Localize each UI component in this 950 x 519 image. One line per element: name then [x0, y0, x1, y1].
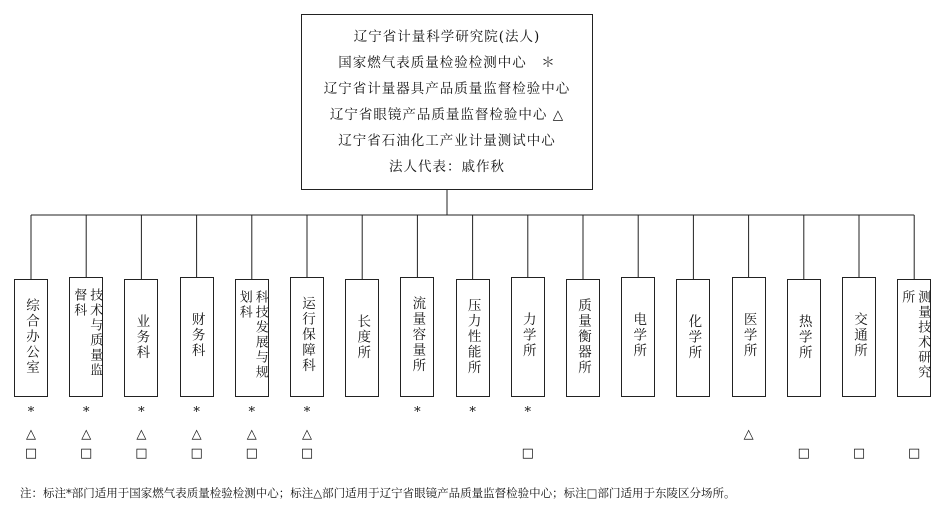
department-label: 运行保障科 — [299, 296, 315, 374]
department-label: 测量技术研究所 — [899, 290, 931, 380]
department-box — [235, 279, 269, 397]
department-label: 化学所 — [685, 314, 702, 361]
department-label: 压力性能所 — [464, 298, 481, 376]
triangle-marker: △ — [136, 427, 147, 442]
department-label: 业务科 — [133, 314, 150, 361]
square-marker: □ — [24, 446, 38, 461]
footnote: 注：标注*部门适用于国家燃气表质量检验检测中心；标注△部门适用于辽宁省眼镜产品质量监督检验中心；标注□部门适用于东陵区分场所。 — [20, 486, 736, 500]
department-label: 医学所 — [740, 312, 757, 359]
department-label: 力学所 — [519, 312, 536, 359]
star-marker: * — [193, 405, 200, 420]
department-label: 财务科 — [188, 312, 205, 359]
triangle-marker: △ — [302, 427, 312, 442]
department-box — [511, 277, 545, 397]
triangle-marker: △ — [81, 427, 92, 442]
department-box — [732, 277, 766, 397]
department-box — [787, 279, 821, 397]
department-box — [290, 277, 324, 397]
department-box — [69, 277, 103, 397]
square-marker: □ — [521, 446, 534, 461]
org-name-3: 辽宁省计量器具产品质量监督检验中心 — [323, 81, 571, 97]
star-marker: * — [82, 405, 90, 420]
triangle-marker: △ — [743, 427, 754, 442]
department-label: 热学所 — [795, 314, 812, 361]
star-marker: * — [248, 405, 256, 420]
triangle-marker: △ — [246, 427, 257, 442]
square-marker: □ — [797, 446, 810, 461]
department-box — [566, 279, 600, 397]
star-marker: * — [303, 405, 311, 420]
department-box — [180, 277, 214, 397]
star-marker: * — [414, 405, 421, 420]
top-organization-box — [301, 14, 593, 190]
department-box — [345, 279, 379, 397]
square-marker: □ — [908, 446, 921, 461]
square-marker: □ — [190, 446, 203, 461]
department-box — [456, 279, 490, 397]
department-box — [14, 279, 48, 397]
legal-representative: 法人代表：戚作秋 — [389, 159, 505, 175]
department-label: 电学所 — [630, 312, 647, 359]
org-name-2: 国家燃气表质量检验检测中心 ＊ — [338, 55, 556, 71]
star-marker: * — [524, 405, 532, 420]
star-marker: * — [469, 405, 476, 420]
triangle-marker: △ — [191, 427, 202, 442]
department-label: 综合办公室 — [23, 298, 39, 376]
org-name-4: 辽宁省眼镜产品质量监督检验中心 △ — [329, 107, 565, 123]
square-marker: □ — [852, 446, 866, 461]
square-marker: □ — [245, 446, 258, 461]
square-marker: □ — [80, 446, 93, 461]
department-box — [124, 279, 158, 397]
triangle-marker: △ — [26, 427, 36, 442]
star-marker: * — [138, 405, 145, 420]
department-label: 科技发展与规划科 — [236, 290, 268, 380]
square-marker: □ — [300, 446, 314, 461]
department-label: 交通所 — [851, 312, 867, 359]
star-marker: * — [27, 405, 35, 420]
square-marker: □ — [135, 446, 148, 461]
org-name-5: 辽宁省石油化工产业计量测试中心 — [338, 133, 556, 149]
department-label: 技术与质量监督科 — [71, 288, 103, 378]
department-box — [897, 279, 931, 397]
org-name-1: 辽宁省计量科学研究院(法人) — [353, 29, 541, 45]
department-label: 质量衡器所 — [575, 298, 591, 376]
department-label: 流量容量所 — [409, 296, 426, 374]
department-box — [676, 279, 710, 397]
department-box — [400, 277, 434, 397]
department-box — [621, 277, 655, 397]
department-box — [842, 277, 876, 397]
department-label: 长度所 — [354, 314, 371, 361]
